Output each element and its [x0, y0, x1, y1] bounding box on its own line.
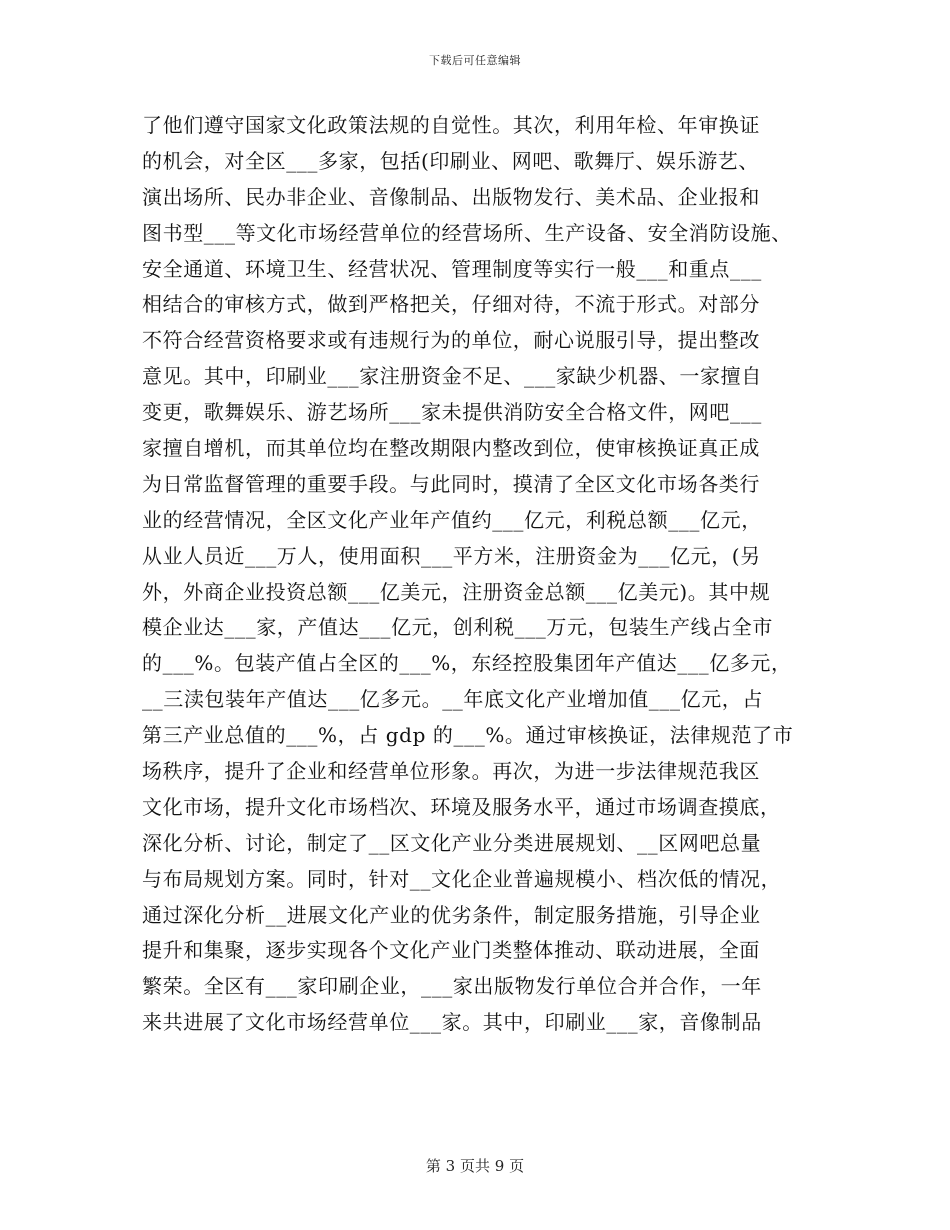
text-line: 场秩序，提升了企业和经营单位形象。再次，为进一步法律规范我区: [142, 759, 760, 784]
page-number: 第 3 页共 9 页: [425, 1157, 525, 1175]
text-line: 演出场所、民办非企业、音像制品、出版物发行、美术品、企业报和: [142, 184, 760, 209]
text-line: 通过深化分析__进展文化产业的优劣条件，制定服务措施，引导企业: [142, 902, 761, 927]
text-line: 的机会，对全区___多家，包括(印刷业、网吧、歌舞厅、娱乐游艺、: [142, 148, 760, 173]
text-line: 了他们遵守国家文化政策法规的自觉性。其次，利用年检、年审换证: [142, 113, 760, 137]
text-line: 外，外商企业投资总额___亿美元，注册资金总额___亿美元)。其中规: [142, 579, 771, 604]
text-line: 变更，歌舞娱乐、游艺场所___家未提供消防安全合格文件，网吧___: [142, 400, 762, 425]
text-line: 图书型___等文化市场经营单位的经营场所、生产设备、安全消防设施、: [142, 220, 792, 245]
text-line: 提升和集聚，逐步实现各个文化产业门类整体推动、联动进展，全面: [142, 938, 760, 963]
page-header: 下载后可任意编辑: [429, 54, 521, 67]
text-line: __三渎包装年产值达___亿多元。__年底文化产业增加值___亿元，占: [142, 687, 763, 712]
text-line: 模企业达___家，产值达___亿元，创利税___万元，包装生产线占全市: [142, 615, 773, 640]
text-line: 从业人员近___万人，使用面积___平方米，注册资金为___亿元，(另: [142, 543, 761, 568]
text-line: 文化市场，提升文化市场档次、环境及服务水平，通过市场调查摸底，: [142, 794, 781, 819]
text-line: 第三产业总值的___%，占 gdp 的___%。通过审核换证，法律规范了市: [142, 723, 794, 748]
text-line: 相结合的审核方式，做到严格把关，仔细对待，不流于形式。对部分: [142, 292, 760, 317]
text-line: 安全通道、环境卫生、经营状况、管理制度等实行一般___和重点___: [142, 256, 762, 281]
text-line: 与布局规划方案。同时，针对__文化企业普遍规模小、档次低的情况，: [142, 866, 782, 891]
text-line: 的___%。包装产值占全区的___%，东经控股集团年产值达___亿多元，: [142, 651, 792, 676]
text-line: 不符合经营资格要求或有违规行为的单位，耐心说服引导，提出整改: [142, 328, 760, 353]
text-line: 深化分析、讨论，制定了__区文化产业分类进展规划、__区网吧总量: [142, 830, 762, 855]
text-line: 繁荣。全区有___家印刷企业，___家出版物发行单位合并合作，一年: [142, 974, 762, 999]
text-line: 来共进展了文化市场经营单位___家。其中，印刷业___家，音像制品: [142, 1010, 762, 1035]
body-text: [142, 108, 822, 1041]
text-line: 家擅自增机，而其单位均在整改期限内整改到位，使审核换证真正成: [142, 436, 760, 461]
text-line: 意见。其中，印刷业___家注册资金不足、___家缺少机器、一家擅自: [142, 364, 762, 389]
text-line: 为日常监督管理的重要手段。与此同时，摸清了全区文化市场各类行: [142, 471, 760, 496]
text-line: 业的经营情况，全区文化产业年产值约___亿元，利税总额___亿元，: [142, 507, 762, 532]
